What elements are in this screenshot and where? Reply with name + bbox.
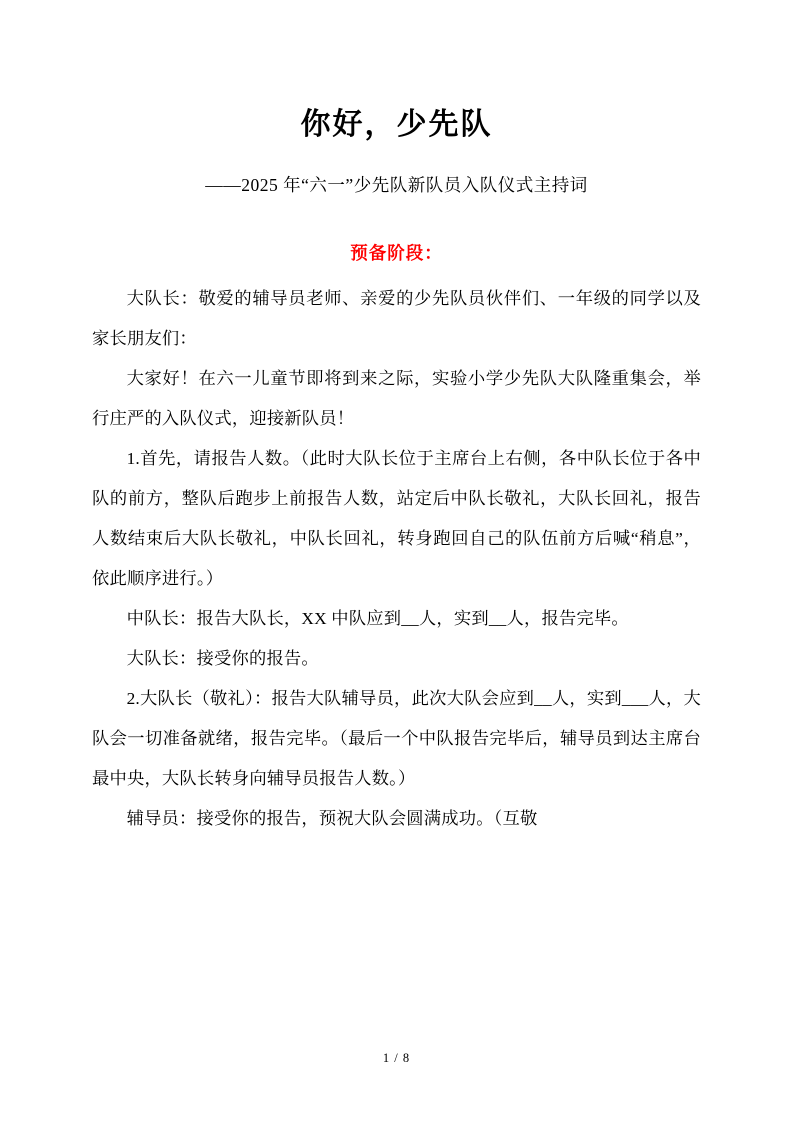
document-subtitle: ——2025 年“六一”少先队新队员入队仪式主持词 [205,175,588,195]
page-title: 你好，少先队 [300,107,493,142]
paragraph: 大家好！在六一儿童节即将到来之际，实验小学少先队大队隆重集会，举行庄严的入队仪式，迎接新队员！ [92,369,701,429]
paragraph: 辅导员：接受你的报告，预祝大队会圆满成功。（互敬 [126,809,538,829]
page-number: 1 / 8 [382,1051,411,1065]
section-heading-preparation: 预备阶段： [350,243,443,264]
paragraph: 大队长：敬爱的辅导员老师、亲爱的少先队员伙伴们、一年级的同学以及家长朋友们： [92,289,701,349]
paragraph: 中队长：报告大队长，XX 中队应到__人，实到__人，报告完毕。 [126,609,629,629]
paragraph: 2.大队长（敬礼）：报告大队辅导员，此次大队会应到__人，实到___人，大队会一切准备就绪，报告完毕。（最后一个中队报告完毕后，辅导员到达主席台最中央，大队长转身向辅导员报告人数。） [92,689,701,789]
paragraph: 1.首先，请报告人数。（此时大队长位于主席台上右侧，各中队长位于各中队的前方，整队后跑步上前报告人数，站定后中队长敬礼，大队长回礼，报告人数结束后大队长敬礼，中队长回礼，转身跑回自己的队伍前方后喊“稍息”，依此顺序进行。） [92,449,701,589]
paragraph: 大队长：接受你的报告。 [126,649,319,669]
